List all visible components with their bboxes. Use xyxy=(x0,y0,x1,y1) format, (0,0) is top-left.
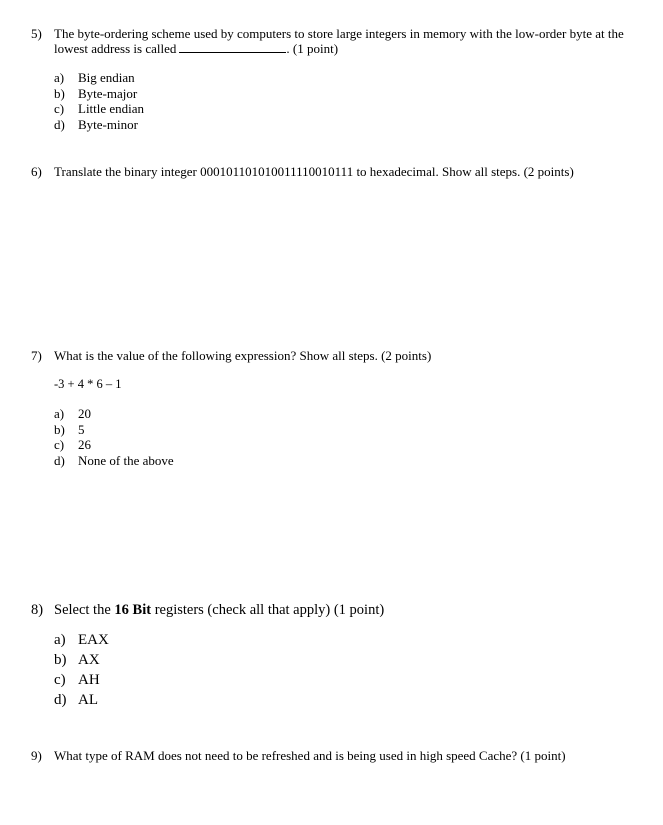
options-list xyxy=(0,406,663,468)
option-d[interactable]: d) AL xyxy=(54,692,98,708)
question-7 xyxy=(0,348,663,468)
option-c[interactable]: c) AH xyxy=(54,672,100,688)
question-text-end: registers (check all that apply) (1 point) xyxy=(154,602,385,618)
question-number: 6) xyxy=(31,164,42,179)
option-a[interactable]: a) Big endian xyxy=(54,70,135,85)
question-number: 5) xyxy=(31,26,42,41)
expression: -3 + 4 * 6 – 1 xyxy=(54,377,122,391)
question-6 xyxy=(0,164,663,179)
option-d[interactable]: d) Byte-minor xyxy=(54,116,138,132)
question-text-end: . (1 point) xyxy=(286,41,339,56)
question-7-prompt xyxy=(0,348,663,363)
option-c[interactable]: c) Little endian xyxy=(54,101,145,116)
question-8 xyxy=(0,602,663,711)
question-text: What is the value of the following expression? Show all steps. (2 points) xyxy=(54,348,432,363)
question-number: 8) xyxy=(31,602,44,618)
option-b[interactable]: b) 5 xyxy=(54,421,85,437)
question-5 xyxy=(0,26,663,132)
question-text: What type of RAM does not need to be refreshed and is being used in high speed Cache? (1 point) xyxy=(54,748,566,763)
question-text-emphasis: 16 Bit xyxy=(114,602,152,618)
option-d[interactable]: d) None of the above xyxy=(54,452,174,468)
question-text: Translate the binary integer 000101101010011110010111 to hexadecimal. Show all steps. (2 points) xyxy=(54,164,574,179)
option-b[interactable]: b) AX xyxy=(54,652,100,668)
question-9-prompt xyxy=(0,748,663,763)
answer-blank[interactable] xyxy=(179,41,286,53)
options-list xyxy=(0,70,663,132)
options-list xyxy=(0,631,663,711)
question-number: 7) xyxy=(31,348,42,363)
question-text: Select the xyxy=(54,602,111,618)
question-9 xyxy=(0,748,663,763)
question-6-prompt xyxy=(0,164,663,179)
option-c[interactable]: c) 26 xyxy=(54,437,91,452)
option-a[interactable]: a) 20 xyxy=(54,406,91,421)
option-b[interactable]: b) Byte-major xyxy=(54,85,138,101)
option-a[interactable]: a) EAX xyxy=(54,632,109,648)
question-8-prompt xyxy=(0,602,663,619)
question-5-prompt xyxy=(0,26,663,56)
question-number: 9) xyxy=(31,748,42,763)
question-text: The byte-ordering scheme used by computers to store large integers in memory with the low-order byte at the lowest address is called xyxy=(54,26,624,56)
